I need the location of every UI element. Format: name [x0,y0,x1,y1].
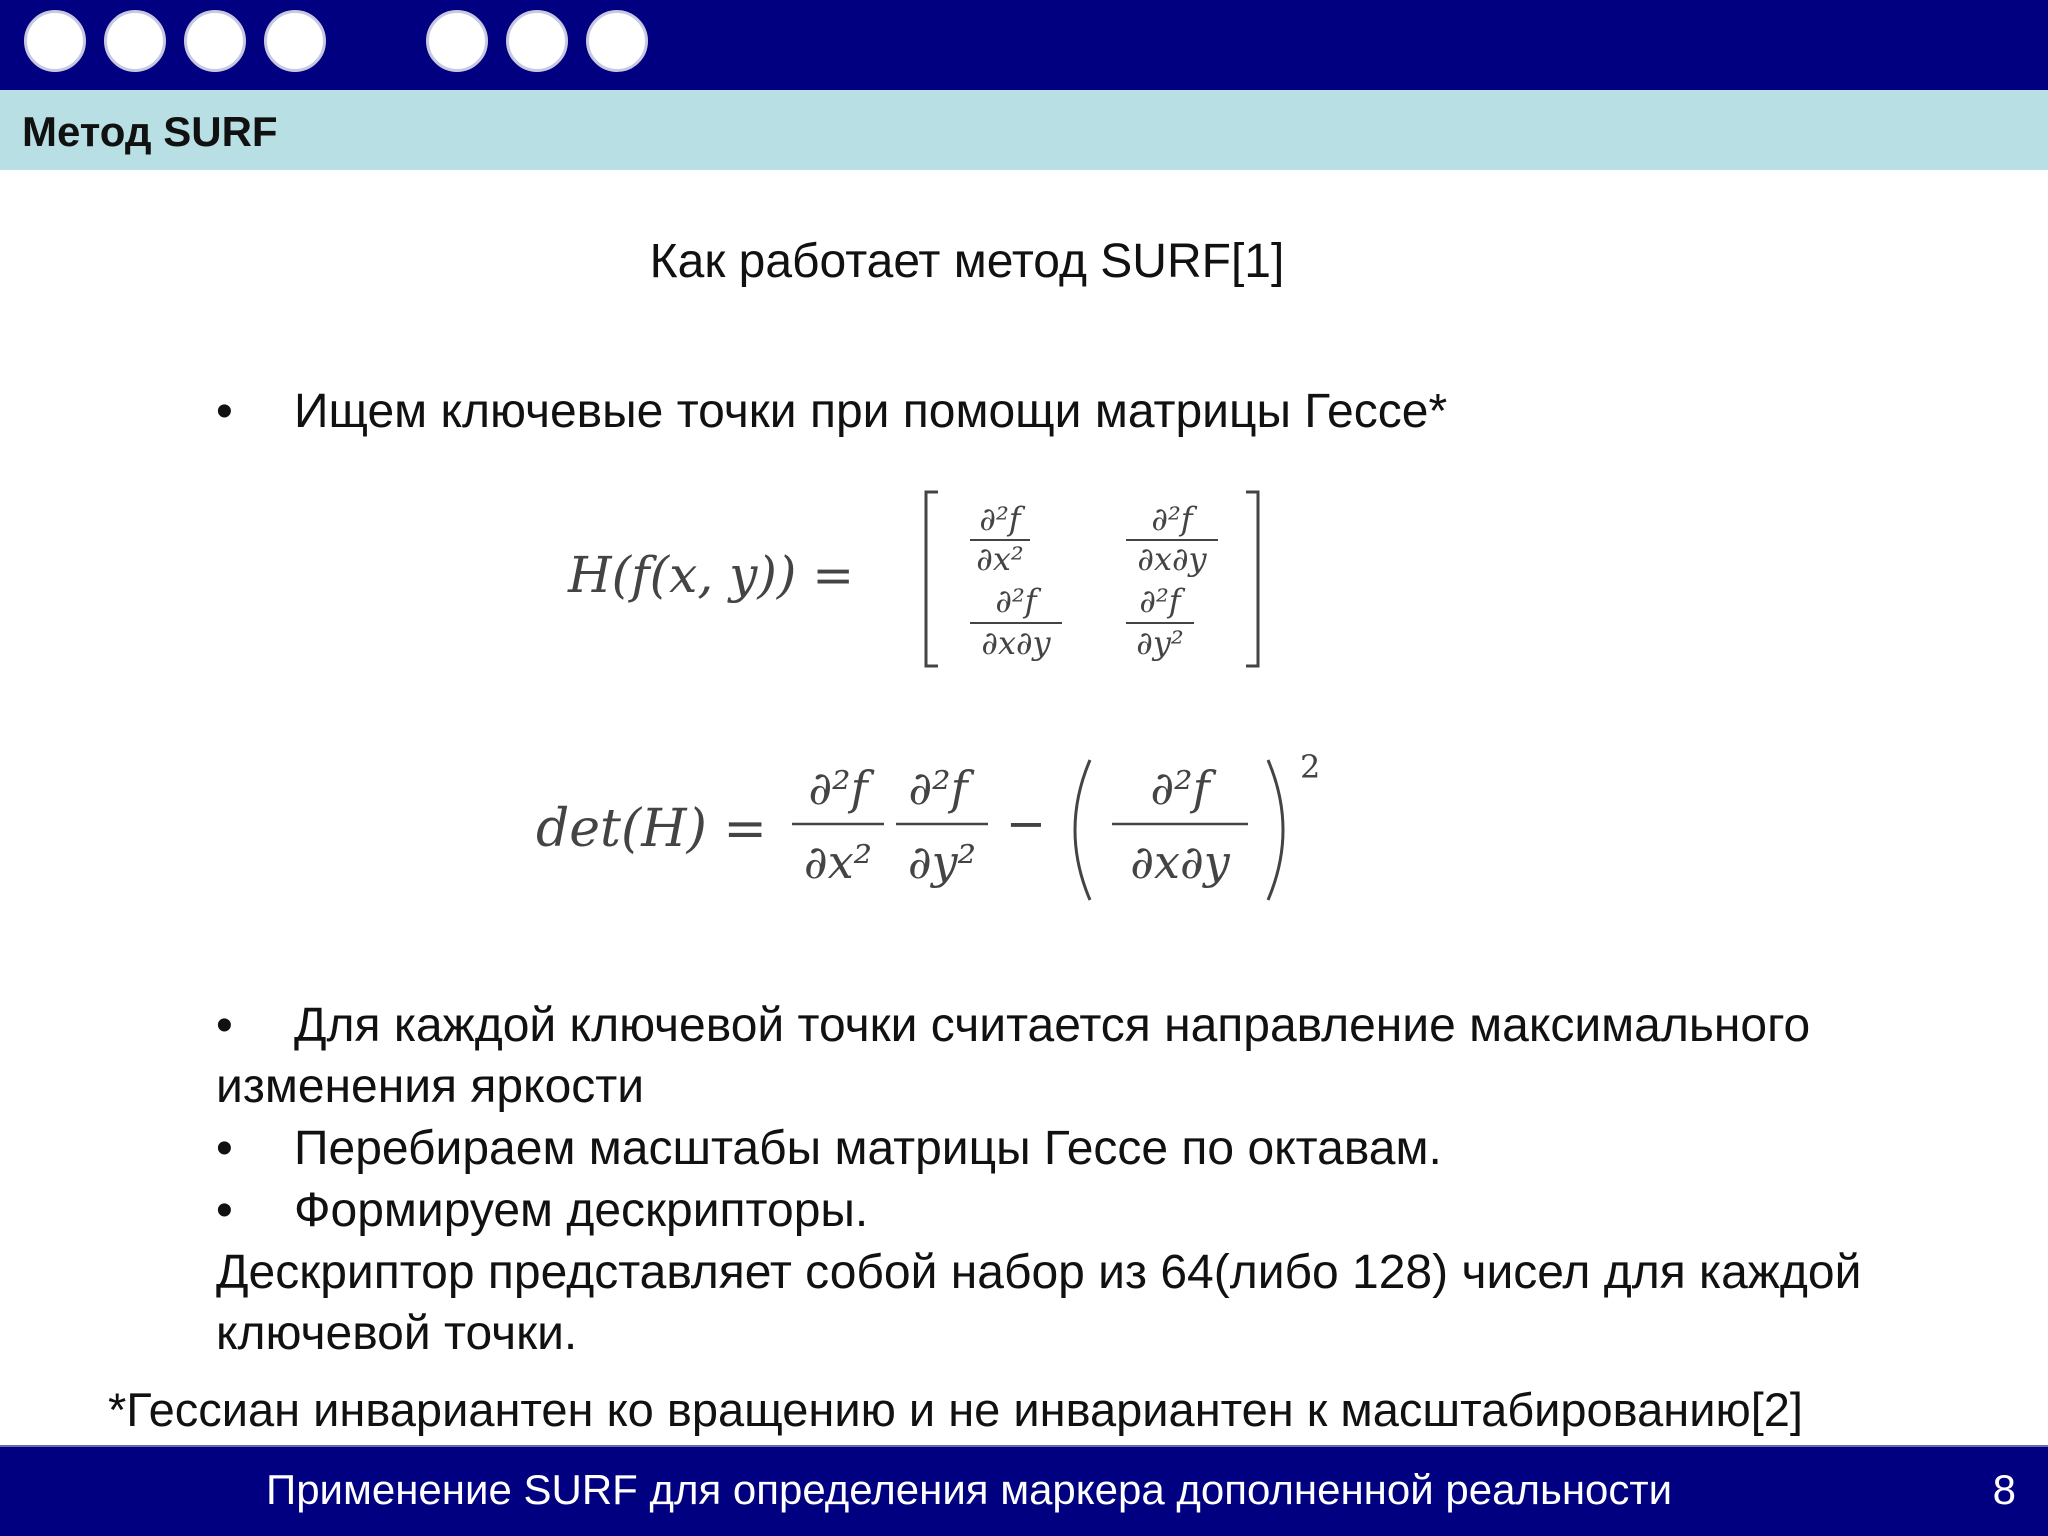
bullet-item-4 [216,1183,868,1238]
nav-circle-3 [184,10,246,72]
det-term2-numerator: ∂²f [908,761,968,815]
det-term1-numerator: ∂²f [808,761,868,815]
det-left-paren [1075,760,1090,900]
matrix-left-bracket [926,492,938,666]
det-exponent: 2 [1300,748,1321,786]
bullet-item-3 [216,1121,1442,1176]
slide-title: Метод SURF [22,108,278,155]
bullet-marker: • [216,999,233,1052]
bullet-item-2-continuation: изменения яркости [216,1060,645,1113]
nav-circle-7 [586,10,648,72]
m11-numerator: ∂²f [979,500,1021,538]
title-band [0,90,2048,170]
nav-circle-2 [104,10,166,72]
bullet-item-1 [216,384,1447,439]
m21-numerator: ∂²f [995,582,1037,620]
descriptor-text-line-2: ключевой точки. [216,1307,578,1360]
bullet-text: Перебираем масштабы матрицы Гессе по октавам. [294,1122,1442,1175]
bullet-text: Ищем ключевые точки при помощи матрицы Гессе* [294,385,1448,438]
bullet-marker: • [216,1122,233,1175]
nav-circle-1 [24,10,86,72]
det-lhs: det(H) = [536,799,767,859]
nav-circle-6 [506,10,568,72]
descriptor-text-line-1: Дескриптор представляет собой набор из 64(либо 128) чисел для каждой [216,1246,1862,1299]
m11-denominator: ∂x² [976,540,1024,578]
page-number: 8 [1992,1466,2016,1513]
determinant-formula [530,740,1330,920]
m22-denominator: ∂y² [1136,624,1184,662]
m22-numerator: ∂²f [1139,582,1181,620]
bullet-text: Для каждой ключевой точки считается направление максимального [294,999,1811,1052]
bullet-marker: • [216,1184,233,1237]
bullet-marker: • [216,385,233,438]
footnote: *Гессиан инвариантен ко вращению и не инвариантен к масштабированию[2] [108,1383,1803,1436]
bullet-text: Формируем дескрипторы. [294,1184,869,1237]
det-term1-denominator: ∂x² [803,835,873,889]
det-term3-numerator: ∂²f [1150,761,1210,815]
det-right-paren [1268,760,1283,900]
m21-denominator: ∂x∂y [981,624,1051,662]
top-navigation-bar [0,0,2048,90]
m12-numerator: ∂²f [1151,500,1193,538]
slide-subtitle: Как работает метод SURF[1] [649,235,1285,288]
nav-circle-5 [426,10,488,72]
det-term3-denominator: ∂x∂y [1130,835,1230,889]
matrix-right-bracket [1246,492,1258,666]
hessian-matrix-formula [560,480,1280,680]
det-term2-denominator: ∂y² [907,835,977,889]
footer-title: Применение SURF для определения маркера дополненной реальности [266,1466,1673,1513]
hessian-lhs: H(f(x, y)) = [568,546,855,604]
m12-denominator: ∂x∂y [1137,540,1207,578]
nav-circle-4 [264,10,326,72]
det-minus-sign: − [1005,796,1047,852]
bullet-item-2 [216,998,1810,1053]
